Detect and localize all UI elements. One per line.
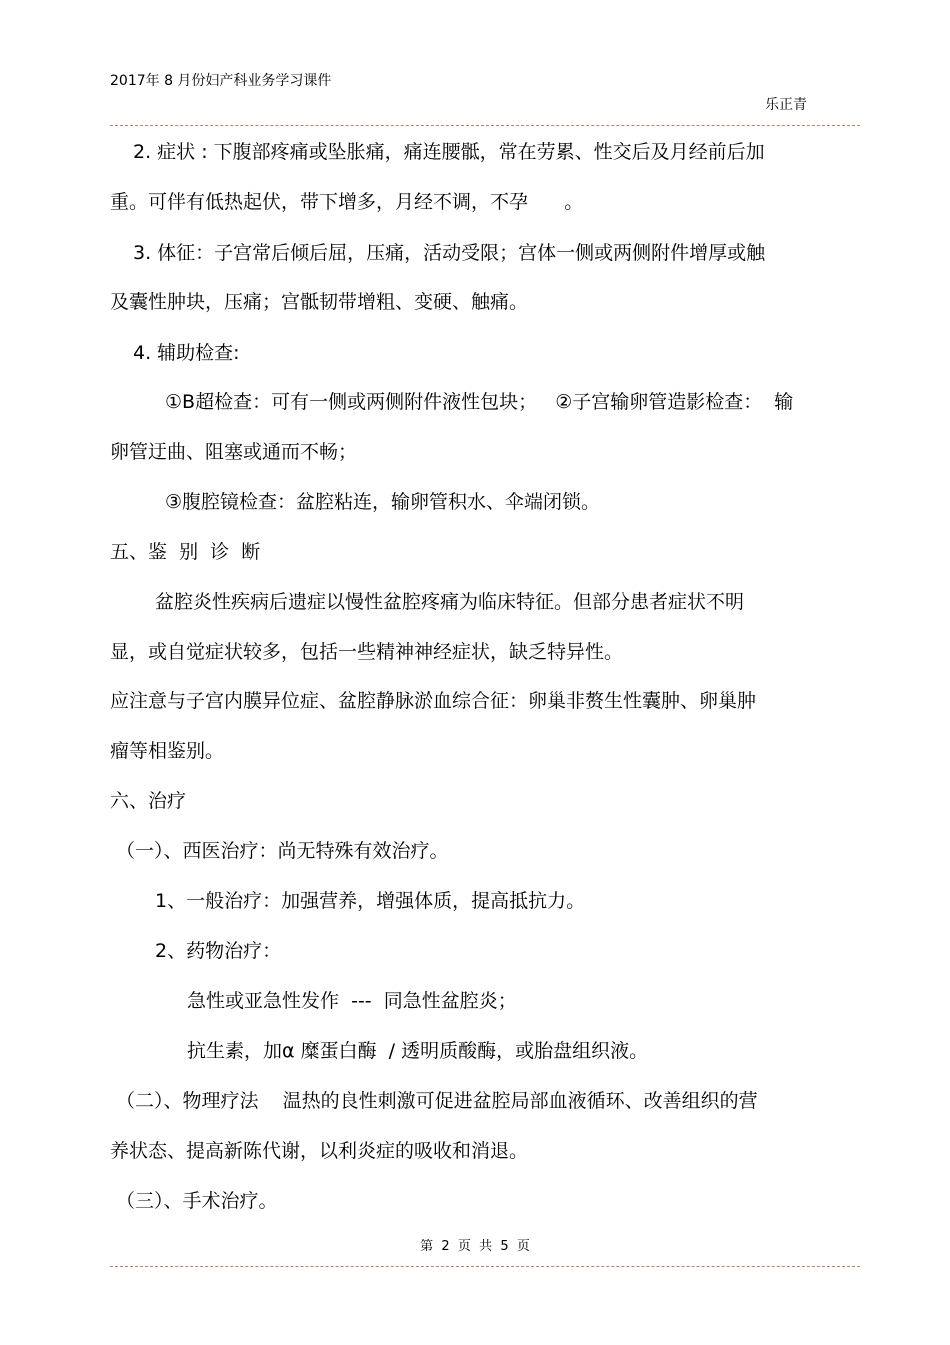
page-number: 第 2 页 共 5 页 <box>420 1239 530 1254</box>
signs-line-2: 及囊性肿块，压痛；宫骶韧带增粗、变硬、触痛。 <box>110 291 529 313</box>
exam-ultrasound-line-2: 卵管迂曲、阻塞或通而不畅； <box>110 441 358 463</box>
page-header-author: 乐正青 <box>765 97 807 113</box>
symptoms-line-2: 重。可伴有低热起伏，带下增多，月经不调，不孕 。 <box>110 191 584 213</box>
treatment-drug-heading: 2、药物治疗： <box>155 940 282 962</box>
treatment-physical-line-1: （二）、物理疗法 温热的良性刺激可促进盆腔局部血液循环、改善组织的营 <box>116 1090 758 1112</box>
exam-ultrasound-line-1: ①B超检查：可有一侧或两侧附件液性包块； ②子宫输卵管造影检查： 输 <box>165 391 794 413</box>
section-differential-diagnosis: 五、鉴 别 诊 断 <box>110 541 261 563</box>
exam-heading: 4. 辅助检查: <box>133 342 240 364</box>
page-header-course: 2017年 8 月份妇产科业务学习课件 <box>110 73 332 89</box>
header-divider <box>110 125 860 126</box>
footer-divider <box>110 1266 860 1267</box>
differential-line-3: 应注意与子宫内膜异位症、盆腔静脉淤血综合征：卵巢非赘生性囊肿、卵巢肿 <box>110 690 757 712</box>
exam-laparoscopy: ③腹腔镜检查：盆腔粘连，输卵管积水、伞端闭锁。 <box>165 491 601 513</box>
treatment-surgery: （三）、手术治疗。 <box>116 1190 278 1212</box>
treatment-drug-acute: 急性或亚急性发作 --- 同急性盆腔炎； <box>187 990 517 1012</box>
signs-line-1: 3. 体征：子宫常后倾后屈，压痛，活动受限；宫体一侧或两侧附件增厚或触 <box>133 242 766 264</box>
treatment-general: 1、一般治疗：加强营养，增强体质，提高抵抗力。 <box>155 890 586 912</box>
treatment-western: （一）、西医治疗：尚无特殊有效治疗。 <box>116 840 449 862</box>
treatment-drug-antibiotics: 抗生素，加α 糜蛋白酶 / 透明质酸酶，或胎盘组织液。 <box>187 1040 649 1062</box>
symptoms-line-1: 2. 症状 : 下腹部疼痛或坠胀痛，痛连腰骶，常在劳累、性交后及月经前后加 <box>133 141 765 163</box>
section-treatment: 六、治疗 <box>110 790 187 812</box>
differential-line-4: 瘤等相鉴别。 <box>110 740 225 762</box>
differential-line-1: 盆腔炎性疾病后遗症以慢性盆腔疼痛为临床特征。但部分患者症状不明 <box>155 591 745 613</box>
differential-line-2: 显，或自觉症状较多，包括一些精神神经症状，缺乏特异性。 <box>110 641 624 663</box>
treatment-physical-line-2: 养状态、提高新陈代谢，以利炎症的吸收和消退。 <box>110 1140 529 1162</box>
